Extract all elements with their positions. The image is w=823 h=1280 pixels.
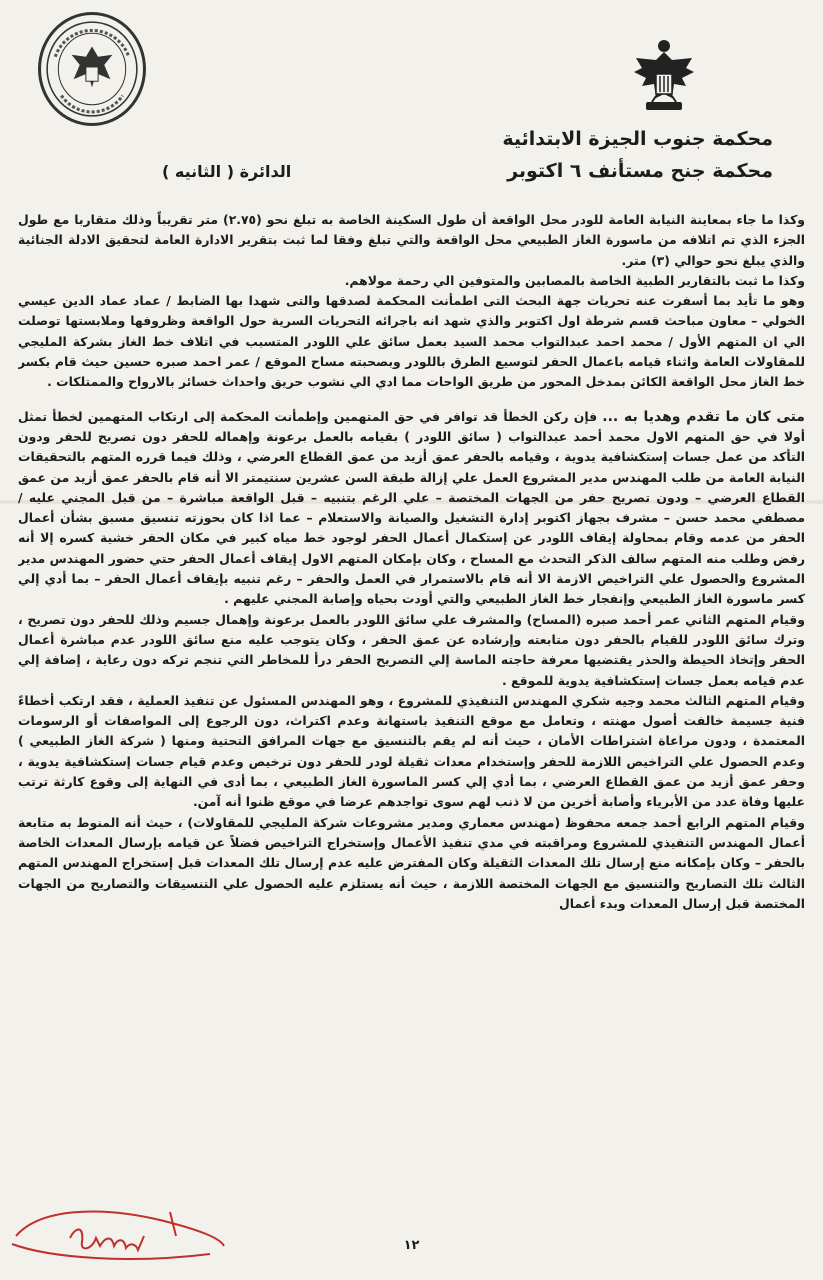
paragraph-second-defendant: وقيام المتهم الثاني عمر أحمد صبره (المساح) والمشرف علي سائق اللودر بالعمل برعونة وإهمال جسيم وذلك للحفر دون تصريح ، وترك سائق اللودر للقيام بالحفر دون متابعته وإرشاده عن عمق الحفر ، وكان يتوجب عليه منع سائق اللودر عدم مباشرة أعمال الحفر وإتخاذ الحيطة والحذر يقتضيها معرفة حاجته الماسة إلي التصريح الحفر درأ للمخاطر التي تنجم تركه دون رعاية ، إضافة إلي عدم قيامه بعمل جسات إستكشافية يدوية للموقع . [18, 611, 805, 688]
page-number: ١٢ [403, 1238, 420, 1253]
appeal-court-name: محكمة جنح مستأنف ٦ اكتوبر [507, 160, 773, 182]
egypt-eagle-emblem-icon [632, 38, 696, 120]
section-heading: متى كان ما تقدم وهديا به ... [602, 408, 805, 425]
paragraph-error-element [18, 407, 805, 610]
paragraph-fourth-defendant: وقيام المتهم الرابع أحمد جمعه محفوظ (مهندس معماري ومدير مشروعات شركة المليجي للمقاولات) ، حيث أنه المنوط به متابعة أعمال المهندس التنفيذي للمشروع ومراقبته في مدي تنفيذ الأعمال وإستخراج التراخيص فضلاً عن قيامه بإرسال المعدات الخاصة بالحفر – وكان بإمكانه منع إرسال تلك المعدات الثقيلة وكان المفترض عليه عدم إرسال تلك المعدات قبل إستخراج المهندس المتهم الثالث تلك التصاريح والتنسيق مع الجهات المختصة اللازمة ، حيث أنه يستلزم عليه الحصول علي التنسيقات والتصاريح من الجهات المختصة قبل إرسال المعدات وبدء أعمال [18, 814, 805, 911]
paragraph-error-element-text: فإن ركن الخطأ قد توافر في حق المتهمين وإطمأنت المحكمة إلى ارتكاب المتهمين لخطأ تمثل أولا في حق المتهم الاول محمد أحمد عبدالتواب ( سائق اللودر ) بقيامه بالعمل برعونة وإهماله للحفر دون تصريح للحفر ودون التأكد من عمل جسات إستكشافية يدوية ، وقيامه بالحفر عمق أزيد من عمق القطاع العرضي ، وذلك فيما قرره المتهم بالتحقيقات النيابة العامة من طلب المهندس مدير المشروع العمل علي إزالة طبقة السن عشرين سنتيمتر الا أنه قام بالحفر عمق أزيد من عمق القطاع العرضي – ودون تصريح حفر من الجهات المختصة – علي الرغم بتنبيه – قبل الواقعة مباشرة – من قبل المجني عليه / مصطفي محمد حسن – مشرف بجهاز اكتوبر إدارة التشغيل والصيانة والاستعلام – عما اذا كان بحوزته تنسيق مسبق بشأن أعمال الحفر من عدمه وقام بمحاولة إيقاف اللودر عن إستكمال أعمال الحفر لوجود خط مياه كبير في مكان الحفر خشية كسره إلا أنه رفض وطلب منه المتهم سالف الذكر التحدث مع المساح ، وكان بإمكان المتهم الاول إيقاف أعمال الحفر حتي حضور المهندس مدير المشروع والحصول علي التراخيص الازمة الا أنه قام بالاستمرار في العمل والحفر – رغم تنبيه بإيقاف أعمال الحفر – بما أدي إلي كسر ماسورة الغاز الطبيعي وإنفجار خط الغاز الطبيعي والتي أودت بحياه وإصابة المجني عليهم . [18, 408, 805, 607]
signature-icon [10, 1198, 230, 1268]
circuit-label: الدائرة ( الثانيه ) [162, 162, 292, 181]
court-seal [38, 12, 146, 126]
paragraph-third-defendant: وقيام المتهم الثالث محمد وجيه شكري المهندس التنفيذي للمشروع ، وهو المهندس المسئول عن تنفيذ العملية ، فقد ارتكب أخطاءً فنية جسيمة خالفت أصول مهنته ، وتعامل مع موقع التنفيذ باستهانة وعدم اكتراث، دون الرجوع إلى المواصفات أو الرسومات المعتمدة ، ودون مراعاة اشتراطات الأمان ، حيث أنه لم يقم بالتنسيق مع جهات المرافق التحتية ومنها ( شركة الغاز الطبيعي ) وعدم الحصول علي التراخيص اللازمة للحفر وإستخدام معدات ثقيلة لودر للحفر دون ترخيص وعدم قيام جسات إستكشافية يدوية ، وحفر عمق أزيد من عمق القطاع العرضي ، بما أدي إلي كسر الماسورة الغاز الطبيعي ، بما أدى في النهاية إلى وقوع كارثة ترتب عليها وفاة عدد من الأبرياء وأصابة أخرين من لا ذنب لهم سوى تواجدهم عرضا في موقع ظنوا أنه آمن. [18, 692, 805, 810]
spacer [18, 393, 805, 407]
paragraph-medical-reports: وكذا ما ثبت بالتقارير الطبية الخاصة بالمصابين والمتوفين الي رحمة مولاهم. [344, 272, 805, 288]
paragraph-investigations: وهو ما تأيد بما أسفرت عنه تحريات جهة البحث التى اطمأنت المحكمة لصدقها والتى شهدا بها الضابط / عماد عماد الدين عيسي الخولي – معاون مباحث قسم شرطة اول اكتوبر والذي شهد انه باجرائه التحريات السرية حول الواقعة وظروفها وملابستها توصلت الي ان المتهم الأول / محمد احمد عبدالتواب محمد السيد بعمل سائق علي اللودر المتسبب في اتلاف خط الغاز بشركة المليجي للمقاولات العامة واثناء قيامه باعمال الحفر لتوسيع الطرق باللودر وبصحبته مساح الموقع / عمر احمد صبره حسين حيث قام بكسر خط الغاز محل الواقعة الكائن بمدخل المحور من طريق الواحات مما ادي الي نشوب حريق واحداث خسائر بالارواح والممتلكات . [18, 293, 805, 390]
seal-emblem-icon [41, 15, 143, 123]
court-name: محكمة جنوب الجيزة الابتدائية [502, 128, 773, 150]
paragraph-inspection: وكذا ما جاء بمعاينة النيابة العامة للودر محل الواقعة أن طول السكينة الخاصة به تبلغ نحو (٢.٧٥) متر تقريباً وذلك متقاربا مع طول الجزء الذي تم اتلافه من ماسورة الغاز الطبيعي محل الواقعة والتي تبلغ وفقا لما ثبت بتقرير الادارة العامة لتحقيق الادلة الجنائية والذي يبلغ نحو حوالي (٣) متر. [18, 212, 805, 268]
judgment-body [18, 210, 805, 1220]
